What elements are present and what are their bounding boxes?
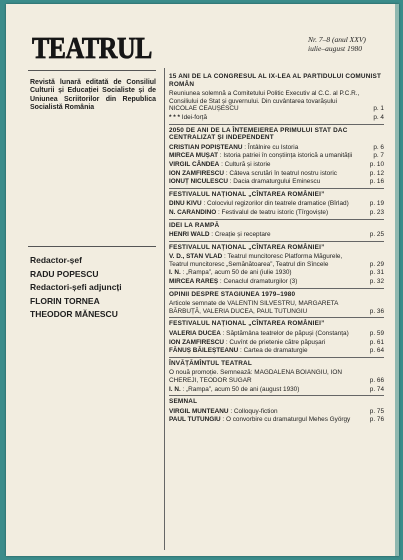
toc-entry-text bbox=[169, 269, 360, 277]
toc-entry bbox=[169, 386, 384, 394]
toc-entry-author: N. CARANDINO bbox=[169, 208, 217, 216]
toc-entry-title: : Dacia dramaturgului Eminescu bbox=[229, 178, 321, 186]
toc-entry-author: PAUL TUTUNGIU bbox=[169, 416, 221, 424]
toc-entry-title: Articole semnate de VALENTIN SILVESTRU, MARGARETA BĂRBUȚĂ, VALERIA DUCEA, PAUL TUTUNGIU bbox=[169, 300, 339, 315]
toc-entry bbox=[169, 161, 384, 169]
toc-entry-text bbox=[169, 152, 360, 160]
toc-section bbox=[169, 219, 384, 239]
toc-entry-text bbox=[169, 178, 360, 186]
toc-entry-page: p. 75 bbox=[369, 407, 384, 415]
toc-entry-page: p. 23 bbox=[369, 208, 384, 216]
toc-entry-text bbox=[169, 347, 360, 355]
toc-entry-title: Idei-forță bbox=[181, 113, 208, 121]
toc-entry bbox=[169, 347, 384, 355]
toc-entry-author: ION ZAMFIRESCU bbox=[169, 169, 225, 177]
deputy-editors-title: Redactori-șefi adjuncți bbox=[30, 282, 122, 292]
toc-entry-author: FĂNUȘ BĂILEȘTEANU bbox=[169, 347, 239, 355]
toc-entry-title: : „Rampa”, acum 50 de ani (iulie 1930) bbox=[182, 269, 292, 277]
toc-entry bbox=[169, 90, 384, 113]
toc-entry-author: VALERIA DUCEA bbox=[169, 330, 221, 338]
toc-entry-page: p. 32 bbox=[369, 278, 384, 286]
toc-entry-page: p. 76 bbox=[369, 416, 384, 424]
issue-period: iulie–august 1980 bbox=[308, 44, 362, 53]
toc-entry-page: p. 74 bbox=[369, 385, 384, 393]
toc-entry-text bbox=[169, 339, 360, 347]
toc-entry-title: : Colloquy-fiction bbox=[230, 407, 278, 415]
divider bbox=[28, 246, 156, 247]
toc-section bbox=[169, 357, 384, 393]
masthead-description: Revistă lunară editată de Consiliul Culturii și Educației Socialiste și de Uniunea Scriitorilor din Republica Socialistă România bbox=[30, 79, 156, 112]
toc-entry bbox=[169, 152, 384, 160]
toc-entry-author: HENRI WALD bbox=[169, 231, 210, 239]
toc-entry-page: p. 59 bbox=[369, 330, 384, 338]
toc-section-heading: FESTIVALUL NAȚIONAL „CÎNTAREA ROMÂNIEI” bbox=[169, 320, 325, 328]
toc-entry-text bbox=[169, 114, 360, 122]
toc-entry-text bbox=[169, 209, 360, 217]
toc-entry-title: : Săptămâna teatrelor de păpuși (Constanța) bbox=[222, 330, 349, 338]
toc-entry-text bbox=[169, 278, 360, 286]
column-divider bbox=[164, 68, 165, 550]
toc-entry-title: Reuniunea solemnă a Comitetului Politic Executiv al C.C. al P.C.R., Consiliului de Stat și guvernului. Din cuvântarea tovarășului NICOLAE CEAUȘESCU bbox=[169, 90, 360, 113]
toc-entry-page: p. 25 bbox=[369, 231, 384, 239]
toc-entry-title: O nouă promoție. Semnează: MAGDALENA BOIANGIU, ION CHEREJI, TEODOR SUGAR bbox=[169, 369, 342, 384]
toc-section-heading: IDEI LA RAMPĂ bbox=[169, 221, 220, 229]
toc-entry-title: : „Rampa”, acum 50 de ani (august 1930) bbox=[182, 385, 300, 393]
toc-entry-page: p. 64 bbox=[369, 347, 384, 355]
toc-entry-title: : Festivalul de teatru istoric (Tîrgoviște) bbox=[218, 208, 329, 216]
toc-entry-text bbox=[169, 386, 360, 394]
toc-section-heading: ÎNVĂȚĂMÎNTUL TEATRAL bbox=[169, 359, 252, 367]
toc-entry bbox=[169, 278, 384, 286]
deputy-editor-name: THEODOR MĂNESCU bbox=[30, 309, 118, 319]
toc-entry-text bbox=[169, 416, 360, 424]
toc-entry-page: p. 1 bbox=[373, 105, 384, 113]
toc-entry-text bbox=[169, 200, 360, 208]
toc-entry-text bbox=[169, 144, 360, 152]
toc-entry bbox=[169, 269, 384, 277]
toc-section bbox=[169, 241, 384, 286]
toc-entry-page: p. 16 bbox=[369, 178, 384, 186]
toc-section-heading: 15 ANI DE LA CONGRESUL AL IX-LEA AL PARTIDULUI COMUNIST ROMÂN bbox=[169, 73, 382, 88]
toc-entry-author: IONUȚ NICULESCU bbox=[169, 178, 228, 186]
table-of-contents bbox=[169, 73, 384, 425]
issue-number: Nr. 7–8 (anul XXV) bbox=[308, 35, 366, 44]
toc-entry-author: VIRGIL CÂNDEA bbox=[169, 160, 220, 168]
toc-entry-page: p. 29 bbox=[369, 260, 384, 268]
toc-entry-text bbox=[169, 170, 360, 178]
issue-info bbox=[308, 35, 366, 53]
toc-entry-author: ION ZAMFIRESCU bbox=[169, 338, 225, 346]
toc-section-heading: 2050 DE ANI DE LA ÎNTEMEIEREA PRIMULUI STAT DAC CENTRALIZAT ȘI INDEPENDENT bbox=[169, 126, 348, 142]
toc-section-heading: FESTIVALUL NAȚIONAL „CÎNTAREA ROMÂNIEI” bbox=[169, 190, 325, 198]
toc-entry-title: : Cultură și istorie bbox=[221, 160, 271, 168]
toc-entry-page: p. 7 bbox=[373, 152, 384, 160]
toc-entry-title: : Cuvînt de prietenie către păpușari bbox=[225, 338, 326, 346]
teatrul-logo bbox=[30, 26, 154, 66]
toc-entry-title: : Teatrul muncitoresc Platforma Măgurele, Teatrul muncitoresc „Semănătoarea”, Teatrul din Sîncele bbox=[169, 253, 343, 268]
toc-entry-author: DINU KIVU bbox=[169, 200, 202, 208]
toc-entry-page: p. 66 bbox=[369, 377, 384, 384]
toc-section bbox=[169, 288, 384, 316]
toc-entry-title: : Cartea de dramaturgie bbox=[240, 347, 308, 355]
toc-entry-title: : Cenaclul dramaturgilor (3) bbox=[219, 278, 298, 286]
magazine-page bbox=[6, 4, 399, 556]
toc-entry-text bbox=[169, 330, 360, 338]
divider bbox=[28, 70, 156, 71]
toc-entry-text bbox=[169, 408, 360, 416]
toc-entry-title: : Colocviul regizorilor din teatrele dramatice (Bîrlad) bbox=[203, 200, 349, 208]
toc-entry bbox=[169, 231, 384, 239]
deputy-editor-name: FLORIN TORNEA bbox=[30, 295, 100, 306]
toc-section bbox=[169, 124, 384, 186]
toc-entry-page: p. 19 bbox=[369, 200, 384, 208]
toc-entry-page: p. 61 bbox=[369, 338, 384, 346]
toc-entry bbox=[169, 339, 384, 347]
toc-entry bbox=[169, 144, 384, 152]
toc-entry-page: p. 31 bbox=[369, 269, 384, 277]
toc-entry-title: : Creație și receptare bbox=[211, 231, 271, 239]
toc-entry bbox=[169, 253, 384, 268]
toc-entry-author: I. N. bbox=[169, 385, 181, 393]
toc-entry-title: : Câteva scrutări în teatrul nostru istoric bbox=[225, 169, 337, 177]
toc-entry-author: I. N. bbox=[169, 269, 181, 277]
toc-entry bbox=[169, 178, 384, 186]
toc-entry bbox=[169, 416, 384, 424]
toc-entry-title: : Istoria patriei în conștiința istorică a umanității bbox=[219, 152, 353, 160]
toc-entry-text bbox=[169, 90, 360, 113]
toc-entry-author: MIRCEA RAREȘ bbox=[169, 278, 219, 286]
toc-section-heading: OPINII DESPRE STAGIUNEA 1979–1980 bbox=[169, 290, 296, 298]
toc-entry-author: * * * bbox=[169, 113, 181, 121]
toc-entry bbox=[169, 209, 384, 217]
toc-entry-title: : O convorbire cu dramaturgul Mehes György bbox=[222, 416, 351, 424]
chief-editor-name: RADU POPESCU bbox=[30, 268, 99, 279]
toc-entry-page: p. 12 bbox=[369, 169, 384, 177]
toc-entry bbox=[169, 369, 384, 384]
toc-entry-author: V. D., STAN VLAD bbox=[169, 253, 223, 261]
chief-editor-title: Redactor-șef bbox=[30, 255, 82, 265]
toc-entry-text bbox=[169, 300, 360, 315]
toc-section bbox=[169, 395, 384, 424]
toc-entry bbox=[169, 114, 384, 122]
toc-entry bbox=[169, 200, 384, 208]
toc-entry bbox=[169, 330, 384, 338]
toc-entry bbox=[169, 300, 384, 315]
toc-entry bbox=[169, 408, 384, 416]
toc-section bbox=[169, 188, 384, 217]
toc-entry bbox=[169, 170, 384, 178]
logo-text: TEATRUL bbox=[32, 30, 152, 65]
toc-entry-title: : Întâlnire cu Istoria bbox=[244, 143, 299, 151]
toc-entry-text bbox=[169, 369, 360, 384]
toc-section bbox=[169, 317, 384, 354]
toc-section-heading: FESTIVALUL NAȚIONAL „CÎNTAREA ROMÂNIEI” bbox=[169, 243, 325, 251]
toc-entry-text bbox=[169, 253, 360, 268]
toc-entry-page: p. 4 bbox=[373, 113, 384, 121]
toc-entry-page: p. 10 bbox=[369, 160, 384, 168]
toc-entry-author: MIRCEA MUȘAT bbox=[169, 152, 218, 160]
toc-section bbox=[169, 73, 384, 122]
toc-entry-page: p. 6 bbox=[373, 143, 384, 151]
toc-entry-text bbox=[169, 231, 360, 239]
toc-entry-page: p. 36 bbox=[369, 307, 384, 315]
editorial-staff bbox=[30, 254, 122, 322]
toc-entry-text bbox=[169, 161, 360, 169]
toc-entry-author: CRISTIAN POPIȘTEANU bbox=[169, 143, 243, 151]
toc-entry-author: VIRGIL MUNTEANU bbox=[169, 407, 229, 415]
toc-section-heading: SEMNAL bbox=[169, 398, 198, 406]
